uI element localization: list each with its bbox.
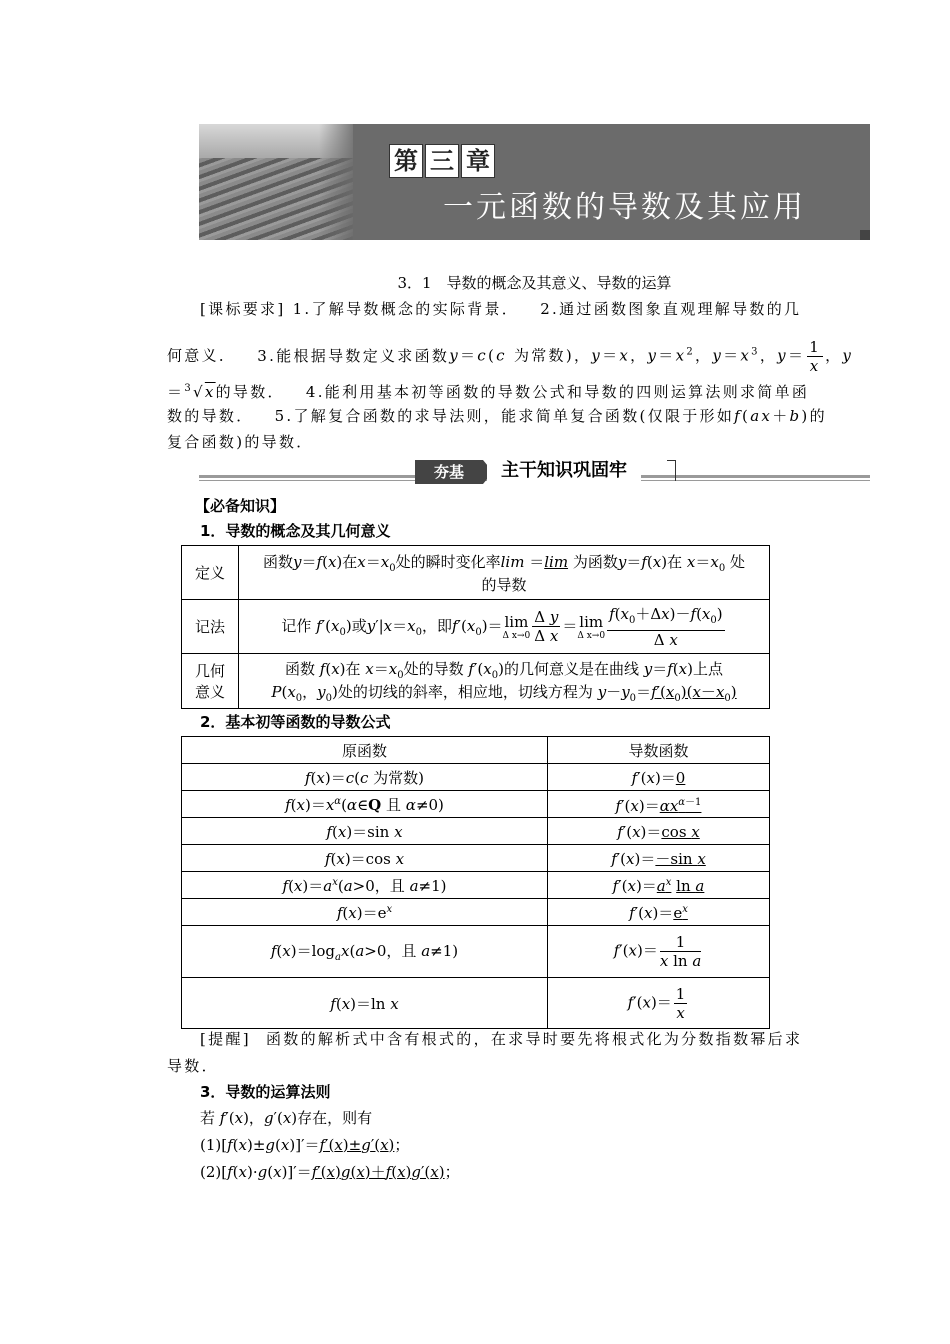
requirement-2a: 2.通过函数图象直观理解导数的几 <box>540 300 802 318</box>
tip-text-a: 函数的解析式中含有根式的，在求导时要先将根式化为分数指数幂后求 <box>265 1030 803 1048</box>
rule-sum: (1)[f(x)±g(x)]′＝f′(x)±g′(x)； <box>200 1136 410 1154</box>
derivative-concept-table <box>181 545 770 709</box>
requirement-5a: 5.了解复合函数的求导法则，能求简单复合函数(仅限于形如 <box>274 407 735 425</box>
requirement-1: 1.了解导数概念的实际背景． <box>292 300 520 318</box>
orig-sin: f(x)＝sin x <box>182 818 548 845</box>
terrace-photo-fade <box>319 124 359 240</box>
requirement-3b: 为常数)， <box>513 346 592 365</box>
table1-label-meaning: 几何 意义 <box>182 654 239 709</box>
requirements-line-3: ＝$^3$√x的导数． 4.能利用基本初等函数的导数公式和导数的四则运算法则求简单函 <box>167 383 810 401</box>
table2-row-log <box>182 926 770 978</box>
knowledge-heading-3: 3．导数的运算法则 <box>200 1083 331 1101</box>
table1-notation-cell: 记作 $f'(x_0)$或$y'|x=x_0$，即$f'(x_0)=$ lim Δ x→0 $\frac{\text{Δ y}}{\text{Δ x}}$ ＝ lim Δ x→0 $\frac{f(x_0+\Delta x)-f(x_0)}{\text{Δ x}}$ <box>239 600 770 654</box>
table1-meaning-cell: 函数 f(x)在 $x=x_0$处的导数 $f'(x_0)$的几何意义是在曲线 y＝f(x)上点 $P(x_0$，$y_0$)处的切线的斜率，相应地，切线方程为 $y-y_0=f'(x_0)(x-x_0)$ <box>239 654 770 709</box>
knowledge-label: 【必备知识】 <box>195 497 286 515</box>
requirement-2b: 何意义． <box>167 346 237 365</box>
table2-row-e-power <box>182 899 770 926</box>
deriv-sin: f′(x)＝cos x <box>548 818 770 845</box>
table2-row-power <box>182 791 770 818</box>
section-title: 主干知识巩固牢 <box>487 458 641 484</box>
orig-exponential: $f(x)=a^x(a>0$，且 a≠1) <box>182 872 548 899</box>
table1-row-definition <box>182 546 770 600</box>
derivative-formula-table <box>181 736 770 1029</box>
section-endcap <box>667 460 676 481</box>
lim-symbol-1: lim Δ x→0 <box>502 612 531 641</box>
table2-row-exponential <box>182 872 770 899</box>
table2-row-cos <box>182 845 770 872</box>
orig-power: $f(x)=x^\alpha(\alpha\in Q$ 且 α≠0) <box>182 791 548 818</box>
table1-label-notation: 记法 <box>182 600 239 654</box>
section-heading: 3．1 导数的概念及其意义、导数的运算 <box>397 274 672 292</box>
chapter-char-1: 第 <box>389 144 423 178</box>
rules-intro: 若 f′(x)，g′(x)存在，则有 <box>200 1109 373 1127</box>
chapter-label <box>389 144 497 178</box>
banner-corner <box>860 230 870 240</box>
deriv-cos: f′(x)＝－sin x <box>548 845 770 872</box>
chapter-title: 一元函数的导数及其应用 <box>443 190 806 225</box>
requirement-3a: 3.能根据导数定义求函数 <box>257 346 450 365</box>
table2-row-ln <box>182 978 770 1029</box>
chapter-char-2: 三 <box>425 144 459 178</box>
tip-text-b: 导数． <box>167 1057 219 1075</box>
tip-label: [提醒] <box>200 1030 251 1048</box>
requirement-4b: 4.能利用基本初等函数的导数公式和导数的四则运算法则求简单函 <box>305 383 810 401</box>
knowledge-heading-2: 2．基本初等函数的导数公式 <box>200 713 391 731</box>
section-badge: 夯基 <box>415 460 483 484</box>
table2-header-row <box>182 737 770 764</box>
table2-header-original: 原函数 <box>182 737 548 764</box>
orig-cos: f(x)＝cos x <box>182 845 548 872</box>
frac-difference-quotient: $\frac{f(x_0+\Delta x)-f(x_0)}{\text{Δ x}}$ <box>609 604 723 649</box>
tip-line-1 <box>200 1028 802 1050</box>
table1-row-meaning <box>182 654 770 709</box>
section-bar <box>199 458 870 486</box>
knowledge-heading-1: 1．导数的概念及其几何意义 <box>200 522 391 540</box>
deriv-ln: f′(x)＝ $\frac{1}{x}$ <box>548 978 770 1029</box>
table2-row-constant <box>182 764 770 791</box>
deriv-constant: f′(x)＝0 <box>548 764 770 791</box>
table1-definition-cell: 函数y＝f(x)在$x=x_0$处的瞬时变化率lim ＝lim 为函数y＝f(x)在 $x=x_0$ 处 的导数 <box>239 546 770 600</box>
table1-label-definition: 定义 <box>182 546 239 600</box>
requirements-line-1 <box>200 298 801 320</box>
deriv-power: $f'(x)=\alpha x^{\alpha-1}$ <box>548 791 770 818</box>
requirement-5b: 的 <box>809 407 827 425</box>
rule-product: (2)[f(x)·g(x)]′＝f′(x)g(x)＋f(x)g′(x)； <box>200 1163 460 1181</box>
requirements-line-4: 数的导数． 5.了解复合函数的求导法则，能求简单复合函数(仅限于形如f(ax＋b)的 <box>167 407 827 425</box>
chapter-char-3: 章 <box>461 144 495 178</box>
frac-one-over-x: $\frac{1}{x}$ <box>809 338 822 375</box>
chapter-banner <box>199 124 870 240</box>
frac-dy-dx: $\frac{\text{Δ y}}{\text{Δ x}}$ <box>534 608 559 645</box>
requirement-5c: 复合函数)的导数． <box>167 433 314 451</box>
lim-symbol-2: lim Δ x→0 <box>577 612 606 641</box>
orig-e-power: $f(x)=e^x$ <box>182 899 548 926</box>
requirement-4c: 数的导数． <box>167 407 254 425</box>
orig-ln: f(x)＝ln x <box>182 978 548 1029</box>
requirements-label: [课标要求] <box>200 300 286 318</box>
deriv-log: f′(x)＝ $\frac{1}{\text{x ln a}}$ <box>548 926 770 978</box>
orig-log: $f(x)=\log_ax(a>0$，且 a≠1) <box>182 926 548 978</box>
table2-header-derivative: 导数函数 <box>548 737 770 764</box>
frac-one-over-x-2: $\frac{1}{x}$ <box>675 984 686 1022</box>
table1-row-notation <box>182 600 770 654</box>
table2-row-sin <box>182 818 770 845</box>
orig-constant: f(x)＝c(c 为常数) <box>182 764 548 791</box>
frac-one-over-xlna: $\frac{1}{\text{x ln a}}$ <box>659 933 702 970</box>
deriv-e-power: $f'(x)=e^x$ <box>548 899 770 926</box>
requirements-line-2: 何意义． 3.能根据导数定义求函数y＝c(c 为常数)，y＝x，$y=x^2$，$y=x^3$，y＝ $\frac{1}{x}$ ，y <box>167 338 854 375</box>
deriv-exponential: $f'(x)=a^x$ ln a <box>548 872 770 899</box>
requirement-4a: 的导数． <box>215 383 285 401</box>
